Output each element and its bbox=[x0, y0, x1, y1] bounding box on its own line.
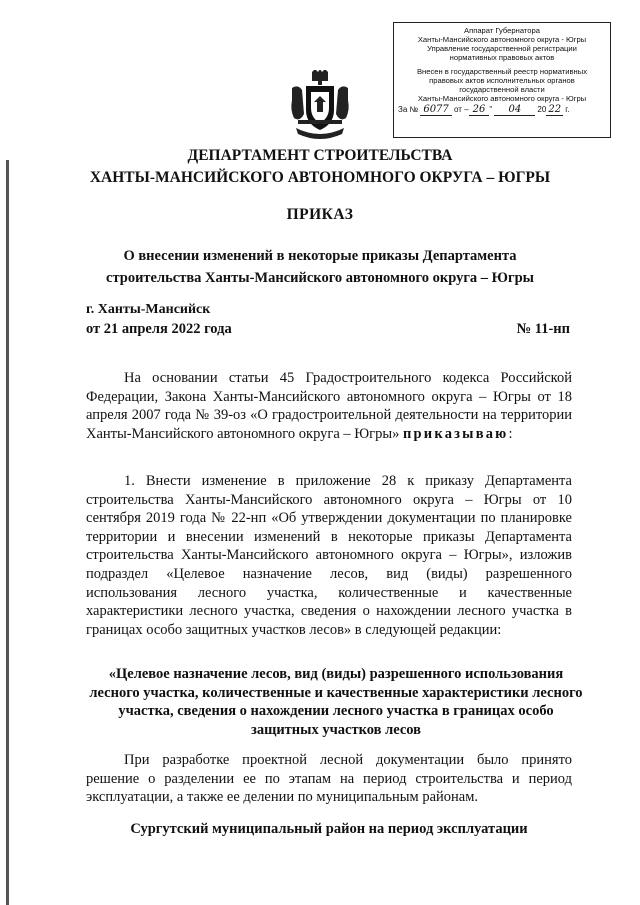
decision-paragraph bbox=[86, 751, 572, 807]
subject-line2: строительства Ханты-Мансийского автономного округа – Югры bbox=[106, 270, 534, 286]
stamp-registration-line: За № 6077 от – 26 " 04 20 22 г. bbox=[398, 104, 570, 115]
document-subject bbox=[60, 245, 580, 289]
stamp-line: Управление государственной регистрации bbox=[427, 44, 577, 53]
reg-year: 22 bbox=[548, 104, 562, 115]
reg-from: от bbox=[454, 105, 462, 114]
stamp-line: Ханты-Мансийского автономного округа - Югры bbox=[417, 35, 587, 44]
document-date: от 21 апреля 2022 года bbox=[86, 321, 232, 337]
stamp-line: Аппарат Губернатора bbox=[464, 26, 540, 35]
reg-prefix: За № bbox=[398, 105, 419, 114]
reg-suffix: г. bbox=[565, 105, 570, 114]
item-1-text: 1. Внести изменение в приложение 28 к приказу Департамента строительства Ханты-Мансийского автономного округа – Югры от 10 сентября 2019 года № 22-нп «Об утверждении документации по планировке территории и внесении изменений в некоторые приказы Департамента строительства Ханты-Мансийского автономного округа – Югры», изложив подраздел «Целевое назначение лесов, вид (виды) разрешенного использования лесного участка, количественные и качественные характеристики лесного участка, сведения о нахождении лесного участка в границах особо защитных участков лесов» в следующей редакции: bbox=[86, 473, 572, 638]
reg-number: 6077 bbox=[420, 104, 451, 116]
scan-edge-line bbox=[6, 160, 9, 905]
reg-month: 04 bbox=[494, 104, 535, 116]
subject-line1: О внесении изменений в некоторые приказы Департамента bbox=[123, 248, 517, 264]
registration-stamp bbox=[393, 22, 611, 138]
coat-of-arms-icon bbox=[288, 70, 352, 142]
stamp-line: государственной власти bbox=[459, 85, 545, 94]
department-name-line1: ДЕПАРТАМЕНТ СТРОИТЕЛЬСТВА bbox=[187, 147, 453, 164]
decision-text: При разработке проектной лесной документации было принято решение о разделении ее по этапам на период строительства и период эксплуатации, а также ее делении по муниципальным районам. bbox=[86, 752, 572, 806]
department-name-line2: ХАНТЫ-МАНСИЙСКОГО АВТОНОМНОГО ОКРУГА – ЮГРЫ bbox=[89, 169, 551, 186]
document-number: № 11-нп bbox=[516, 321, 570, 337]
order-word: приказываю bbox=[402, 425, 509, 442]
stamp-line: Внесен в государственный реестр нормативных bbox=[416, 67, 588, 76]
order-colon: : bbox=[508, 425, 513, 442]
basis-paragraph bbox=[86, 369, 572, 443]
quoted-heading: «Целевое назначение лесов, вид (виды) разрешенного использования лесного участка, количественные и качественные характеристики лесного участка, сведения о нахождении лесного участка в границах особо защитных участков лесов bbox=[89, 666, 583, 738]
reg-year-prefix: 20 bbox=[537, 105, 547, 114]
basis-text: На основании статьи 45 Градостроительного кодекса Российской Федерации, Закона Ханты-Мансийского автономного округа – Югры от 18 апреля 2007 года № 39-оз «О градостроительной деятельности на территории Ханты-Мансийского автономного округа – Югры» bbox=[86, 370, 572, 442]
stamp-line: правовых актов исполнительных органов bbox=[429, 76, 575, 85]
district-heading: Сургутский муниципальный район на период эксплуатации bbox=[130, 821, 528, 837]
reg-day: 26 bbox=[469, 104, 490, 116]
item-1-paragraph bbox=[86, 472, 572, 639]
document-city: г. Ханты-Мансийск bbox=[86, 302, 211, 317]
document-type: ПРИКАЗ bbox=[286, 206, 354, 223]
stamp-line: нормативных правовых актов bbox=[449, 53, 555, 62]
stamp-line: Ханты-Мансийского автономного округа - Югры bbox=[417, 94, 587, 103]
